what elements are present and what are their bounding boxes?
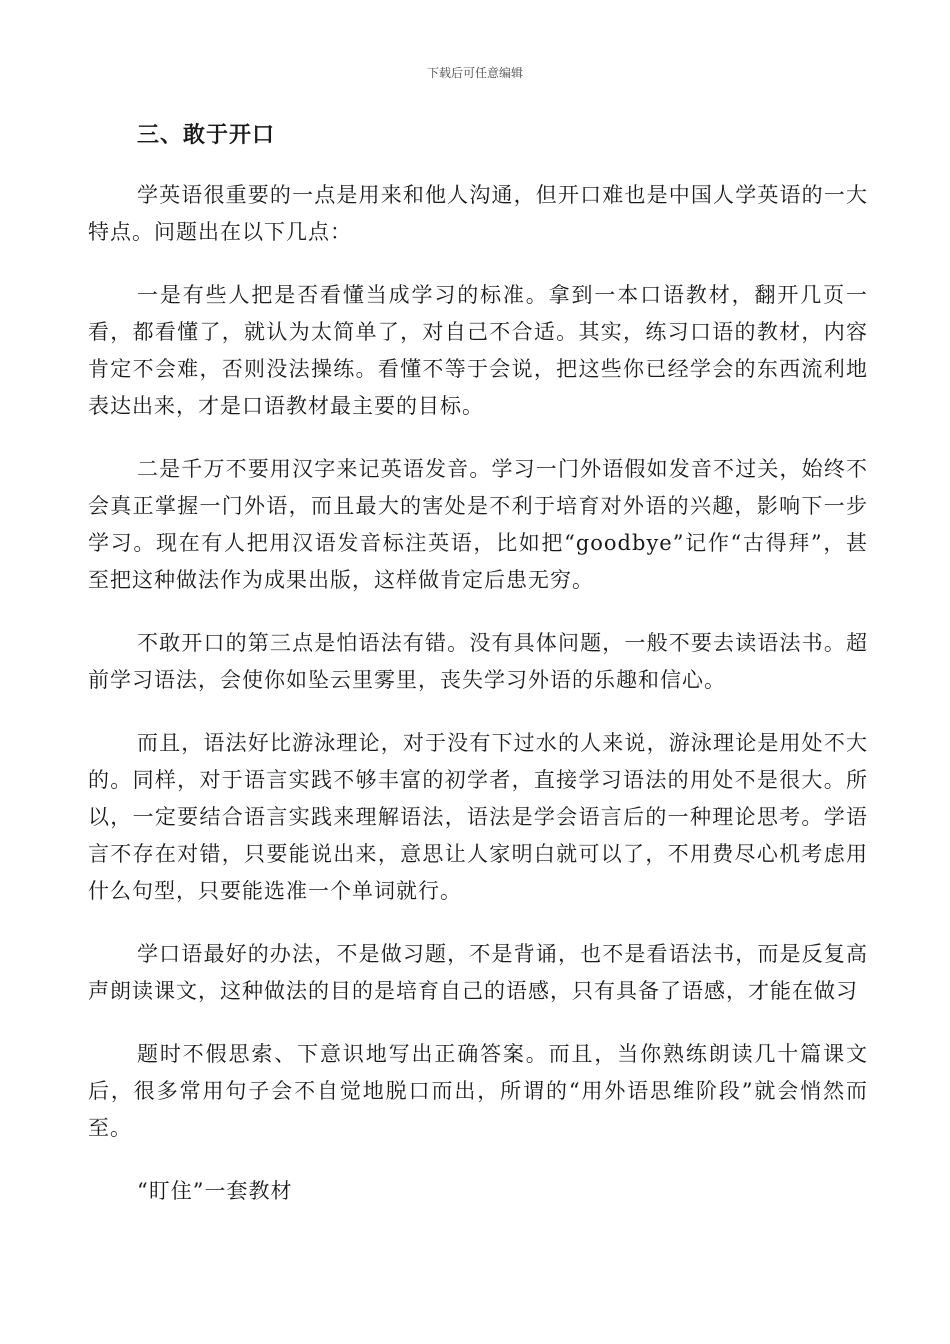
section-heading: 三、敢于开口 bbox=[137, 123, 276, 148]
paragraph: 二是千万不要用汉字来记英语发音。学习一门外语假如发音不过关，始终不会真正掌握一门外语，而且最大的害处是不利于培育对外语的兴趣，影响下一步学习。现在有人把用汉语发音标注英语，比如把“goodbye”记作“古得拜”，甚至把这种做法作为成果出版，这样做肯定后患无穷。 bbox=[88, 457, 868, 592]
paragraph: 题时不假思索、下意识地写出正确答案。而且，当你熟练朗读几十篇课文后，很多常用句子会不自觉地脱口而出，所谓的“用外语思维阶段”就会悄然而至。 bbox=[88, 1042, 868, 1140]
paragraph: 一是有些人把是否看懂当成学习的标准。拿到一本口语教材，翻开几页一看，都看懂了，就认为太简单了，对自己不合适。其实，练习口语的教材，内容肯定不会难，否则没法操练。看懂不等于会说，把这些你已经学会的东西流利地表达出来，才是口语教材最主要的目标。 bbox=[88, 283, 868, 418]
paragraph: 学英语很重要的一点是用来和他人沟通，但开口难也是中国人学英语的一大特点。问题出在以下几点： bbox=[88, 183, 868, 244]
subheading-paragraph: “盯住”一套教材 bbox=[137, 1179, 293, 1203]
document-body bbox=[88, 118, 868, 1236]
paragraph: 而且，语法好比游泳理论，对于没有下过水的人来说，游泳理论是用处不大的。同样，对于语言实践不够丰富的初学者，直接学习语法的用处不是很大。所以，一定要结合语言实践来理解语法，语法是学会语言后的一种理论思考。学语言不存在对错，只要能说出来，意思让人家明白就可以了，不用费尽心机考虑用什么句型，只要能选准一个单词就行。 bbox=[88, 731, 868, 903]
page-header-note: 下载后可任意编辑 bbox=[426, 66, 523, 80]
paragraph: 学口语最好的办法，不是做习题，不是背诵，也不是看语法书，而是反复高声朗读课文，这种做法的目的是培育自己的语感，只有具备了语感，才能在做习 bbox=[88, 942, 868, 1003]
paragraph: 不敢开口的第三点是怕语法有错。没有具体问题，一般不要去读语法书。超前学习语法，会使你如坠云里雾里，丧失学习外语的乐趣和信心。 bbox=[88, 631, 868, 692]
